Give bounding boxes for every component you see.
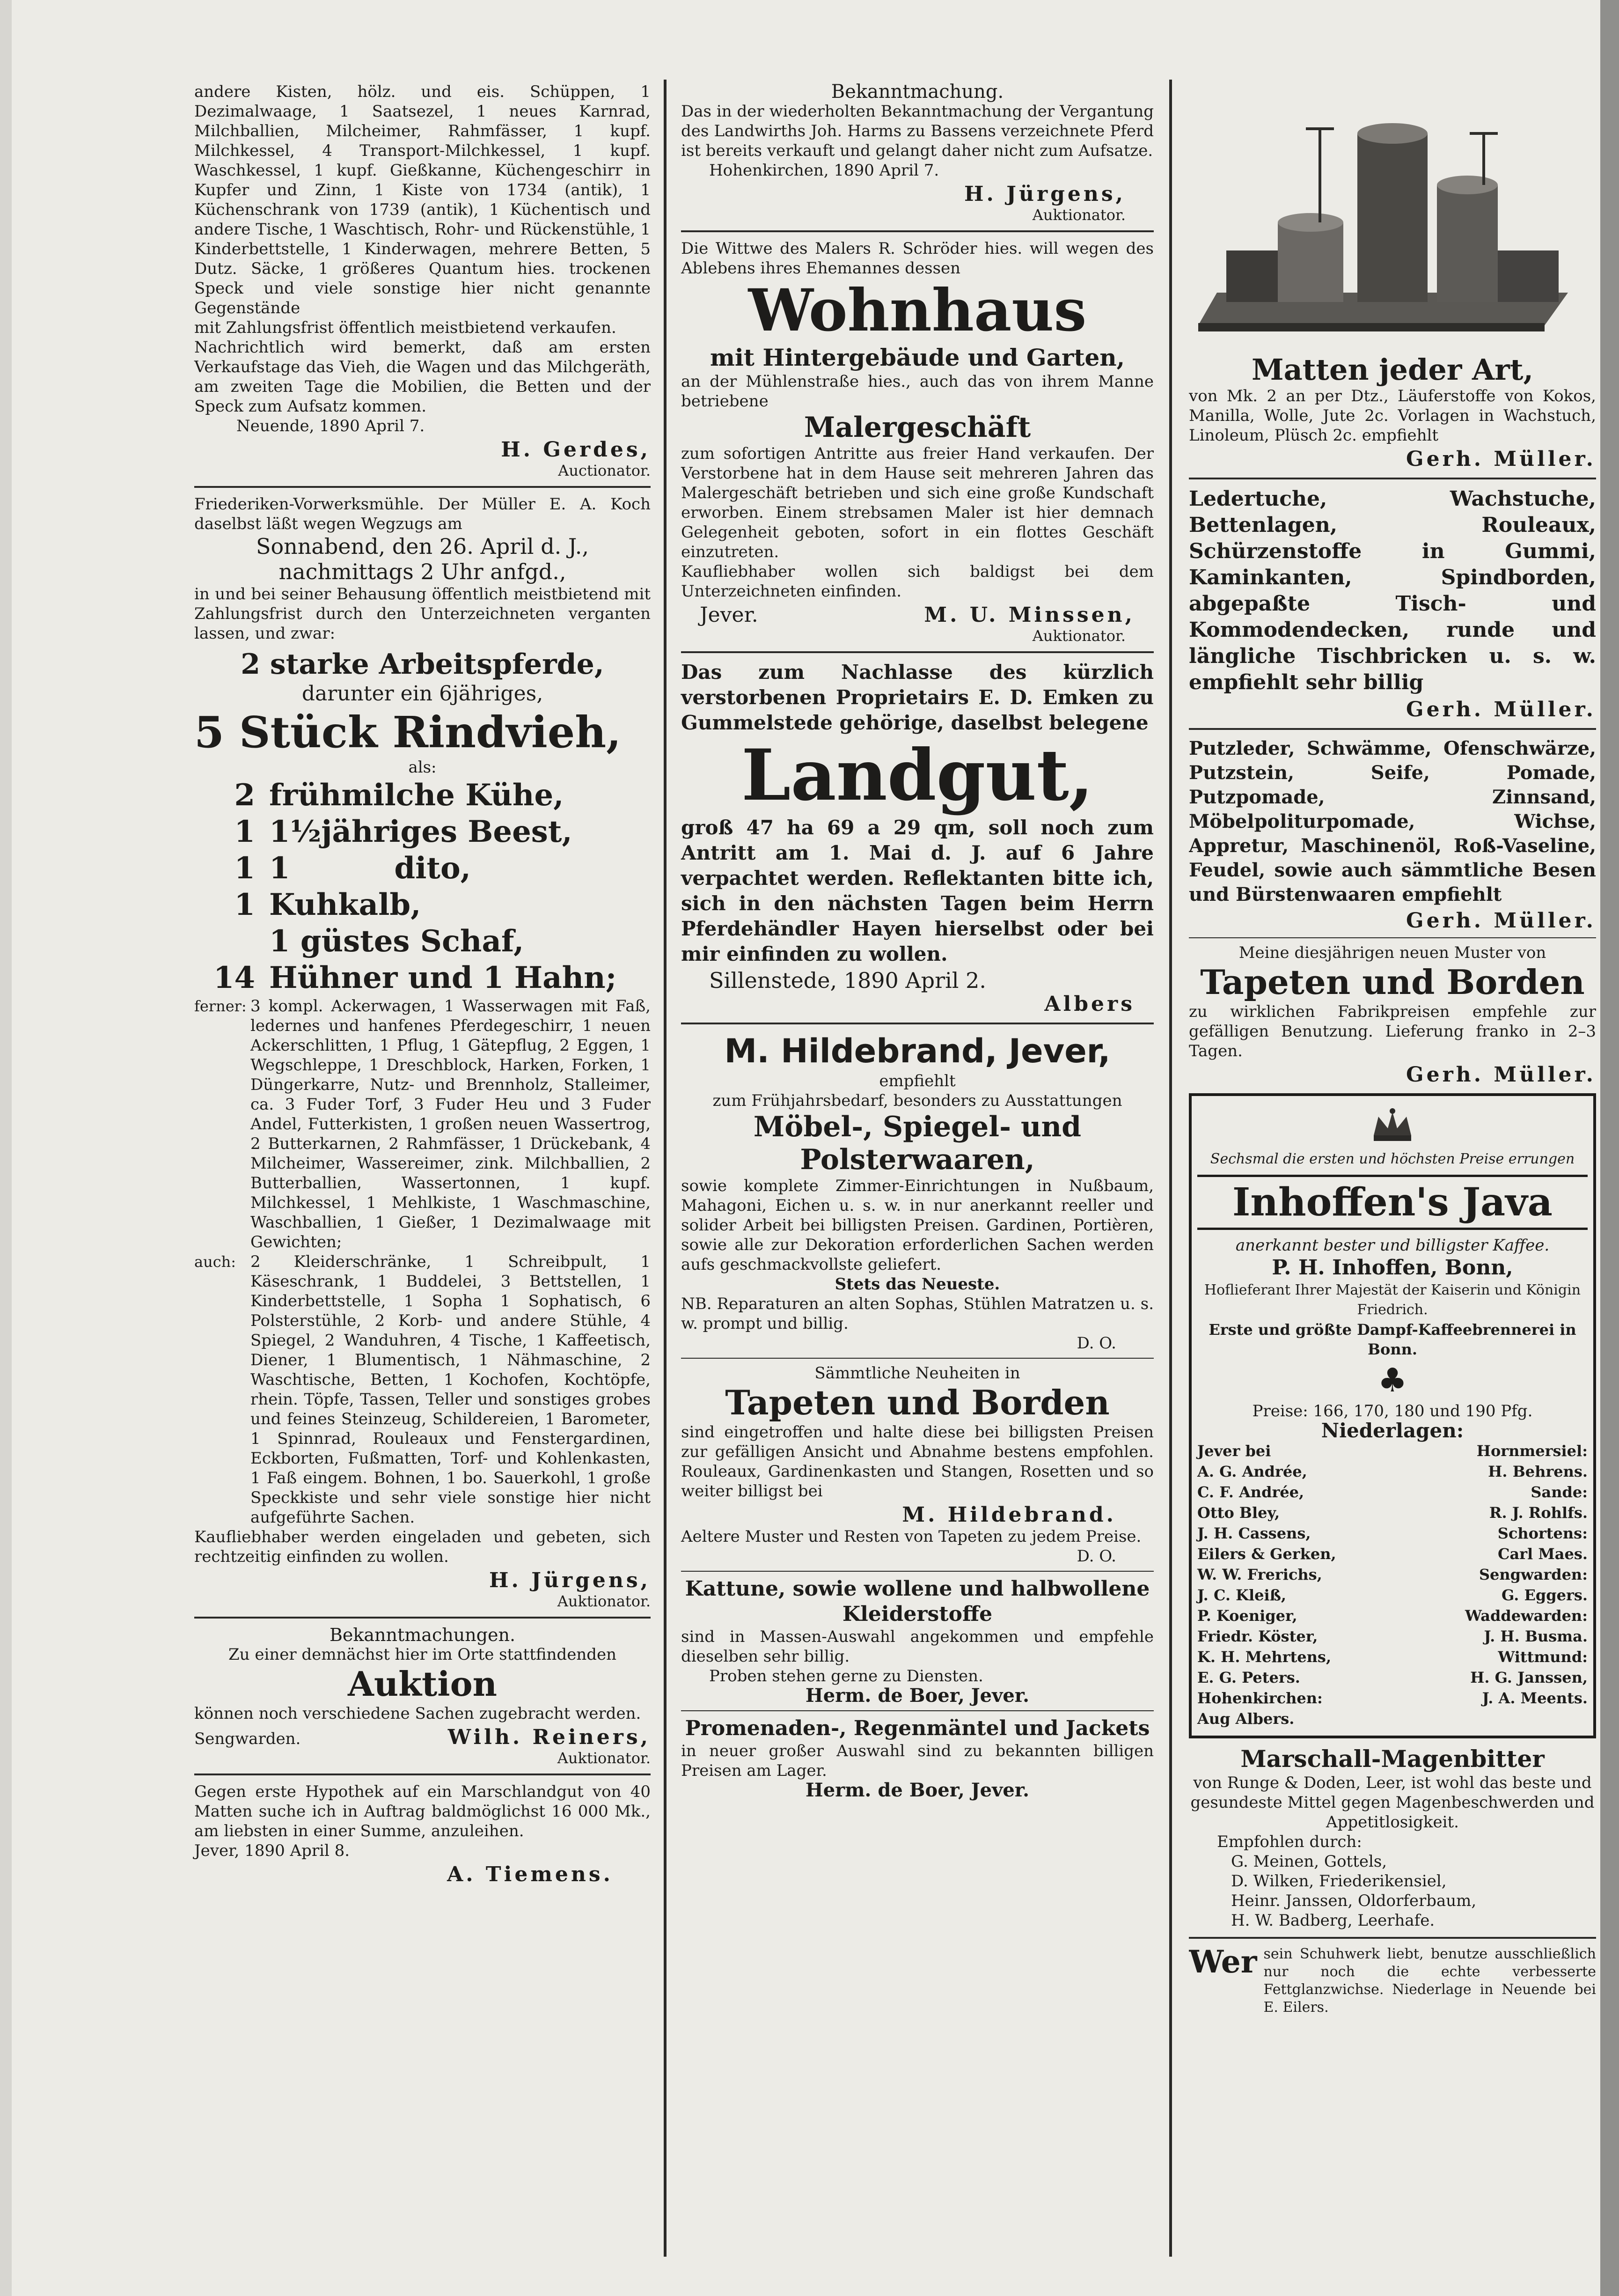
c2-ad3-intro: Das zum Nachlasse des kürzlich verstorbenen Proprietairs E. D. Emken zu Gummelstede gehörige, daselbst belegene: [681, 661, 1154, 734]
cloverleaf-icon: ♣: [1377, 1361, 1407, 1399]
c3-ad6-recommended: Empfohlen durch:: [1217, 1832, 1362, 1851]
c3-ad1-signature: Gerh. Müller.: [1406, 447, 1596, 471]
livestock-item: 1 Kuhkalb,: [234, 887, 421, 922]
outlet-item: H. G. Janssen,: [1470, 1669, 1588, 1686]
matting-rolls-illustration: [1189, 82, 1596, 349]
c3-ad6-body: von Runge & Doden, Leer, ist wohl das beste und gesundeste Mittel gegen Magenbeschwerden und Appetitlosigkeit.: [1190, 1774, 1595, 1832]
outlet-item: C. F. Andrée,: [1197, 1483, 1304, 1501]
c2-ad2-body: an der Mühlenstraße hies., auch das von ihrem Manne betriebene: [681, 372, 1154, 411]
ad1-role: Auctionator.: [558, 462, 651, 479]
c2-ad6-body: sind in Massen-Auswahl angekommen und empfehle dieselben sehr billig.: [681, 1627, 1154, 1666]
c2-ad3-date: Sillenstede, 1890 April 2.: [709, 968, 987, 993]
ad2-ferner-block: [194, 996, 651, 1252]
ad3-body: können noch verschiedene Sachen zugebracht werden.: [194, 1704, 641, 1723]
c2-ad6-title: Kattune, sowie wollene und halbwollene Kleiderstoffe: [685, 1577, 1150, 1626]
outlet-item: Friedr. Köster,: [1197, 1627, 1318, 1645]
auch-text: 2 Kleiderschränke, 1 Schreibpult, 1 Käseschrank, 1 Buddelei, 3 Bettstellen, 1 Kinderbettstelle, 1 Sopha 1 Sophatisch, 6 Polsterstühle, 2 Korb- und andere Stühle, 4 Spiegel, 2 Wanduhren, 4 Tische, 1 Kaffeetisch, Diener, 1 Blumentisch, 1 Nähmaschine, 2 Waschtische, Betten, 1 Kochofen, Kochtöpfe, rhein. Töpfe, Tassen, Teller und sonstiges grobes und feines Steinzeug, Schildereien, 1 Barometer, 1 Spinnrad, Rouleaux und Fenstergardinen, Eckborten, Fußmatten, Torf- und Kohlenkasten, 1 Faß eingem. Bohnen, 1 bo. Sauerkohl, 1 große Speckkiste und sehr viele sonstige hier nicht aufgeführte Sachen.: [250, 1252, 651, 1527]
c2-ad3-title: Landgut,: [741, 734, 1094, 817]
page-right-edge: [1600, 0, 1619, 2296]
ad2-auch-block: [194, 1252, 651, 1527]
ad2-closing: Kaufliebhaber werden eingeladen und gebeten, sich rechtzeitig einfinden zu wollen.: [194, 1528, 651, 1566]
outlet-item: J. H. Busma.: [1484, 1627, 1588, 1645]
outlet-item: G. Eggers.: [1502, 1586, 1588, 1604]
inhoffen-outlets: [1197, 1441, 1588, 1729]
ad2-horses: 2 starke Arbeitspferde,: [241, 648, 604, 681]
column-1: [194, 82, 651, 1886]
ad4-date: Jever, 1890 April 8.: [194, 1841, 350, 1860]
c2-ad1-body: Das in der wiederholten Bekanntmachung der Vergantung des Landwirths Joh. Harms zu Bassens verzeichnete Pferd ist bereits verkauft und gelangt daher nicht zum Aufsatze.: [681, 102, 1154, 160]
c2-ad2-role: Auktionator.: [1032, 627, 1126, 645]
inhoffen-java-ad: [1189, 1093, 1596, 1738]
recommender-item: H. W. Badberg, Leerhafe.: [1231, 1911, 1435, 1930]
ad2-cattle: 5 Stück Rindvieh,: [194, 707, 622, 758]
c2-ad7-title: Promenaden-, Regenmäntel und Jackets: [685, 1716, 1150, 1740]
c2-ad4-body: sowie komplete Zimmer-Einrichtungen in Nußbaum, Mahagoni, Eichen u. s. w. in nur anerkannt reeller und solider Arbeit bei billigsten Preisen. Gardinen, Portièren, sowie alle zur Dekoration erforderlichen Sachen werden aufs geschmackvollste geliefert.: [681, 1177, 1154, 1274]
outlet-item: Hornmersiel:: [1476, 1442, 1588, 1460]
c2-ad4-product2: Polsterwaaren,: [800, 1143, 1035, 1176]
outlet-item: Eilers & Gerken,: [1197, 1545, 1336, 1563]
outlet-item: Otto Bley,: [1197, 1504, 1280, 1522]
outlet-item: Schortens:: [1497, 1524, 1588, 1542]
inhoffen-title: Inhoffen's Java: [1232, 1180, 1553, 1225]
outlet-item: K. H. Mehrtens,: [1197, 1648, 1332, 1666]
ad3-intro: Zu einer demnächst hier im Orte stattfindenden: [228, 1645, 616, 1664]
outlet-item: R. J. Rohlfs.: [1489, 1504, 1588, 1522]
c2-ad1-heading: Bekanntmachung.: [831, 81, 1004, 103]
inhoffen-supplier: Hoflieferant Ihrer Majestät der Kaiserin und Königin Friedrich.: [1204, 1282, 1581, 1318]
c2-ad2-intro: Die Wittwe des Malers R. Schröder hies. will wegen des Ablebens ihres Ehemannes dessen: [681, 239, 1154, 278]
ferner-label: ferner:: [194, 997, 247, 1015]
inhoffen-roastery: Erste und größte Dampf-Kaffeebrennerei in Bonn.: [1209, 1321, 1576, 1358]
ad2-als: als:: [408, 758, 437, 777]
inhoffen-tagline: anerkannt bester und billigster Kaffee.: [1235, 1236, 1550, 1255]
column-3: [1189, 82, 1596, 2016]
auch-label: auch:: [194, 1253, 236, 1271]
outlets-right: [1400, 1441, 1588, 1729]
c3-ad2-title: Ledertuche, Wachstuche, Bettenlagen, Rouleaux, Schürzenstoffe in Gummi, Kaminkanten, Spindborden, abgepaßte Tisch- und Kommodendecken, runde und längliche Tischbricken u. s. w. empfiehlt sehr billig: [1189, 487, 1596, 694]
ad2-date-line: Sonnabend, den 26. April d. J.,: [256, 534, 589, 559]
c2-ad5-body2: Aeltere Muster und Resten von Tapeten zu jedem Preise.: [681, 1527, 1142, 1546]
c2-ad2-business: Malergeschäft: [804, 411, 1031, 444]
ad4-body: Gegen erste Hypothek auf ein Marschlandgut von 40 Matten suche ich in Auftrag baldmöglichst 16 000 Mk., am liebsten in einer Summe, anzuleihen.: [194, 1782, 651, 1840]
outlet-item: Hohenkirchen:: [1197, 1689, 1323, 1707]
c2-ad4-newest: Stets das Neueste.: [835, 1275, 1000, 1294]
crown-emblem: [1197, 1103, 1588, 1149]
c3-ad1-body: von Mk. 2 an per Dtz., Läuferstoffe von Kokos, Manilla, Wolle, Jute 2c. Vorlagen in Wachstuch, Linoleum, Plüsch 2c. empfiehlt: [1189, 387, 1596, 445]
c2-ad5-initials: D. O.: [1077, 1547, 1116, 1566]
outlet-item: J. H. Cassens,: [1197, 1524, 1311, 1542]
ad1-date: Neuende, 1890 April 7.: [236, 417, 425, 435]
ad3-place: Sengwarden.: [194, 1729, 301, 1748]
c2-ad1-signature: H. Jürgens,: [964, 182, 1126, 206]
c3-ad4-intro: Meine diesjährigen neuen Muster von: [1238, 943, 1546, 962]
ad4-signature: A. Tiemens.: [447, 1862, 613, 1886]
ad2-body: in und bei seiner Behausung öffentlich meistbietend mit Zahlungsfrist durch den Unterzeichneten verganten lassen, und zwar:: [194, 585, 651, 643]
c2-ad2-footer: [681, 601, 1154, 627]
outlets-left: [1197, 1441, 1385, 1729]
column-divider-2: [1169, 80, 1172, 2257]
column-divider-1: [664, 80, 667, 2257]
ad3-footer: [194, 1723, 651, 1749]
c2-ad6-signature: Herm. de Boer, Jever.: [805, 1685, 1030, 1707]
c2-ad2-subtitle: mit Hintergebäude und Garten,: [710, 344, 1125, 371]
c2-ad1-date: Hohenkirchen, 1890 April 7.: [709, 161, 939, 180]
outlet-item: Wittmund:: [1498, 1648, 1588, 1666]
c2-ad5-body: sind eingetroffen und halte diese bei billigsten Preisen zur gefälligen Ansicht und Abnahme bestens empfohlen. Rouleaux, Gardinenkasten und Stangen, Rosetten und so weiter billigst bei: [681, 1423, 1154, 1501]
page-left-margin: [0, 0, 12, 2296]
c2-ad7-body: in neuer großer Auswahl sind zu bekannten billigen Preisen am Lager.: [681, 1742, 1154, 1780]
outlet-item: Waddewarden:: [1465, 1607, 1588, 1625]
ad2-intro: Friederiken-Vorwerksmühle. Der Müller E. A. Koch daselbst läßt wegen Wegzugs am: [194, 495, 651, 533]
c2-ad3-body: groß 47 ha 69 a 29 qm, soll noch zum Antritt am 1. Mai d. J. auf 6 Jahre verpachtet werden. Reflektanten bitte ich, sich in den nächsten Tagen beim Herrn Pferdehändler Hayen hierselbst oder bei mir einfinden zu wollen.: [681, 816, 1154, 965]
outlet-item: J. C. Kleiß,: [1197, 1586, 1287, 1604]
outlet-item: H. Behrens.: [1488, 1463, 1588, 1480]
c3-ad6-title: Marschall-Magenbitter: [1240, 1745, 1545, 1773]
livestock-item: 1 1½jähriges Beest,: [234, 814, 572, 849]
ad1-body-3: Nachrichtlich wird bemerkt, daß am ersten Verkaufstage das Vieh, die Wagen und das Milchgeräth, am zweiten Tage die Mobilien, die Betten und der Speck zum Aufsatz kommen.: [194, 338, 651, 416]
c3-ad3-title: Putzleder, Schwämme, Ofenschwärze, Putzstein, Seife, Pomade, Putzpomade, Zinnsand, Möbelpoliturpomade, Wichse, Appretur, Maschinenöl, Roß-Vaseline, Feudel, sowie auch sämmtliche Besen und Bürstenwaaren empfiehlt: [1189, 737, 1596, 905]
c2-ad4-recommends: empfiehlt: [879, 1072, 956, 1090]
c2-ad3-signature: Albers: [1044, 992, 1135, 1016]
c2-ad2-place: Jever.: [700, 603, 758, 627]
ad1-signature: H. Gerdes,: [501, 438, 651, 462]
c2-ad5-intro: Sämmtliche Neuheiten in: [814, 1364, 1020, 1383]
c2-ad5-title: Tapeten und Borden: [725, 1383, 1110, 1422]
ad3-signature: Wilh. Reiners,: [447, 1725, 651, 1749]
inhoffen-outlets-heading: Niederlagen:: [1321, 1419, 1464, 1442]
inhoffen-banner: Sechsmal die ersten und höchsten Preise errungen: [1210, 1151, 1575, 1167]
c3-ad4-title: Tapeten und Borden: [1200, 962, 1585, 1002]
livestock-item: 1 güstes Schaf,: [269, 924, 524, 959]
c2-ad4-nb: NB. Reparaturen an alten Sophas, Stühlen Matratzen u. s. w. prompt und billig.: [681, 1295, 1154, 1333]
outlet-item: Carl Maes.: [1497, 1545, 1588, 1563]
c3-ad6-list: [1189, 1852, 1596, 1930]
inhoffen-prices: Preise: 166, 170, 180 und 190 Pfg.: [1252, 1402, 1533, 1420]
ad1-body: andere Kisten, hölz. und eis. Schüppen, 1 Dezimalwaage, 1 Saatsezel, 1 neues Karnrad, Milchballien, Milcheimer, Rahmfässer, 1 kupf. Milchkessel, 4 Transport-Milchkessel, 1 kupf. Waschkessel, 1 kupf. Gießkanne, Küchengeschirr in Kupfer und Zinn, 1 Kiste von 1734 (antik), 1 Küchenschrank von 1739 (antik), 1 Küchentisch und andere Tische, 1 Waschtisch, Rohr- und Rückenstühle, 1 Kinderbettstelle, 1 Kinderwagen, mehrere Betten, 5 Dutz. Säcke, 1 größeres Quantum hies. trockenen Speck und viele sonstige hier nicht genannte Gegenstände: [194, 82, 651, 317]
c2-ad5-signature: M. Hildebrand.: [902, 1503, 1116, 1527]
outlet-item: P. Koeniger,: [1197, 1607, 1297, 1625]
recommender-item: G. Meinen, Gottels,: [1231, 1852, 1387, 1871]
ad3-heading: Bekanntmachungen.: [329, 1625, 516, 1645]
livestock-list: [194, 777, 651, 996]
outlet-item: Sengwarden:: [1479, 1566, 1588, 1583]
column-2: [681, 82, 1154, 1800]
c3-ad1-title: Matten jeder Art,: [1251, 353, 1534, 387]
livestock-item: 2 frühmilche Kühe,: [234, 778, 564, 813]
c3-ad2-signature: Gerh. Müller.: [1406, 698, 1596, 721]
ad2-time-line: nachmittags 2 Uhr anfgd.,: [278, 559, 566, 584]
crown-icon: [1367, 1103, 1418, 1149]
c2-ad2-title: Wohnhaus: [748, 277, 1087, 345]
recommender-item: Heinr. Janssen, Oldorferbaum,: [1231, 1891, 1477, 1910]
c2-ad7-signature: Herm. de Boer, Jever.: [805, 1779, 1030, 1801]
ad1-body-2: mit Zahlungsfrist öffentlich meistbietend verkaufen.: [194, 318, 616, 337]
outlet-item: J. A. Meents.: [1482, 1689, 1588, 1707]
c3-ad4-body: zu wirklichen Fabrikpreisen empfehle zur gefälligen Benutzung. Lieferung franko in 2–3 Tagen.: [1189, 1002, 1596, 1060]
c3-ad7-body: sein Schuhwerk liebt, benutze ausschließlich nur noch die echte verbesserte Fettglanzwichse. Niederlage in Neuende bei E. Eilers.: [1263, 1946, 1596, 2016]
c2-ad4-product1: Möbel-, Spiegel- und: [753, 1111, 1082, 1143]
livestock-item: 14 Hühner und 1 Hahn;: [213, 960, 617, 995]
c2-ad2-body2: zum sofortigen Antritte aus freier Hand verkaufen. Der Verstorbene hat in dem Hause seit mehreren Jahren das Malergeschäft betrieben und sich eine große Kundschaft erworben. Einem strebsamen Maler ist hier demnach Gelegenheit geboten, sofort in ein flottes Geschäft einzutreten.: [681, 444, 1154, 561]
c3-ad7-lead: Wer: [1189, 1943, 1257, 1980]
matting-rolls-icon: [1189, 82, 1596, 349]
outlet-item: Sande:: [1531, 1483, 1588, 1501]
c2-ad2-body3: Kaufliebhaber wollen sich baldigst bei dem Unterzeichneten einfinden.: [681, 562, 1154, 601]
ad2-signature: H. Jürgens,: [489, 1568, 651, 1592]
inhoffen-title-band: [1197, 1175, 1588, 1230]
outlet-item: Jever bei: [1197, 1442, 1271, 1460]
c2-ad2-signature: M. U. Minssen,: [924, 603, 1135, 627]
ad2-role: Auktionator.: [557, 1592, 651, 1610]
c2-ad4-intro: zum Frühjahrsbedarf, besonders zu Ausstattungen: [712, 1091, 1122, 1110]
ad3-title: Auktion: [347, 1664, 498, 1704]
c2-ad6-body2: Proben stehen gerne zu Diensten.: [709, 1667, 983, 1685]
c3-ad3-signature: Gerh. Müller.: [1406, 909, 1596, 933]
recommender-item: D. Wilken, Friederikensiel,: [1231, 1872, 1447, 1891]
inhoffen-firm: P. H. Inhoffen, Bonn,: [1272, 1256, 1513, 1280]
c2-ad1-role: Auktionator.: [1032, 206, 1126, 224]
livestock-item: 1 1 dito,: [234, 851, 471, 886]
outlet-item: A. G. Andrée,: [1197, 1463, 1307, 1480]
c2-ad4-title: M. Hildebrand, Jever,: [724, 1032, 1111, 1070]
outlet-item: W. W. Frerichs,: [1197, 1566, 1322, 1583]
outlet-item: Aug Albers.: [1197, 1710, 1295, 1728]
ad2-horses-sub: darunter ein 6jähriges,: [301, 682, 543, 706]
ferner-text: 3 kompl. Ackerwagen, 1 Wasserwagen mit Faß, ledernes und hanfenes Pferdegeschirr, 1 neuen Ackerschlitten, 1 Pflug, 1 Gätepflug, 2 Eggen, 1 Wegschleppe, 1 Dreschblock, Harken, Forken, 1 Düngerkarre, Nutz- und Brennholz, Stalleimer, ca. 3 Fuder Torf, 3 Fuder Heu und 3 Fuder Andel, Futterkisten, 1 großen neuen Wassertrog, 2 Butterkarnen, 2 Rahmfässer, 1 Drückebank, 4 Milcheimer, Wassereimer, zink. Milchballien, 2 Butterballien, Wassertonnen, 1 kupf. Milchkessel, 1 Mehlkiste, 1 Waschmaschine, Waschballien, 1 Gießer, 1 Dezimalwaage mit Gewichten;: [250, 997, 651, 1251]
outlet-item: E. G. Peters.: [1197, 1669, 1300, 1686]
c2-ad4-initials: D. O.: [1077, 1334, 1116, 1353]
c3-ad4-signature: Gerh. Müller.: [1406, 1063, 1596, 1087]
ad3-role: Auktionator.: [557, 1749, 651, 1767]
c3-ad7: [1189, 1945, 1596, 2016]
